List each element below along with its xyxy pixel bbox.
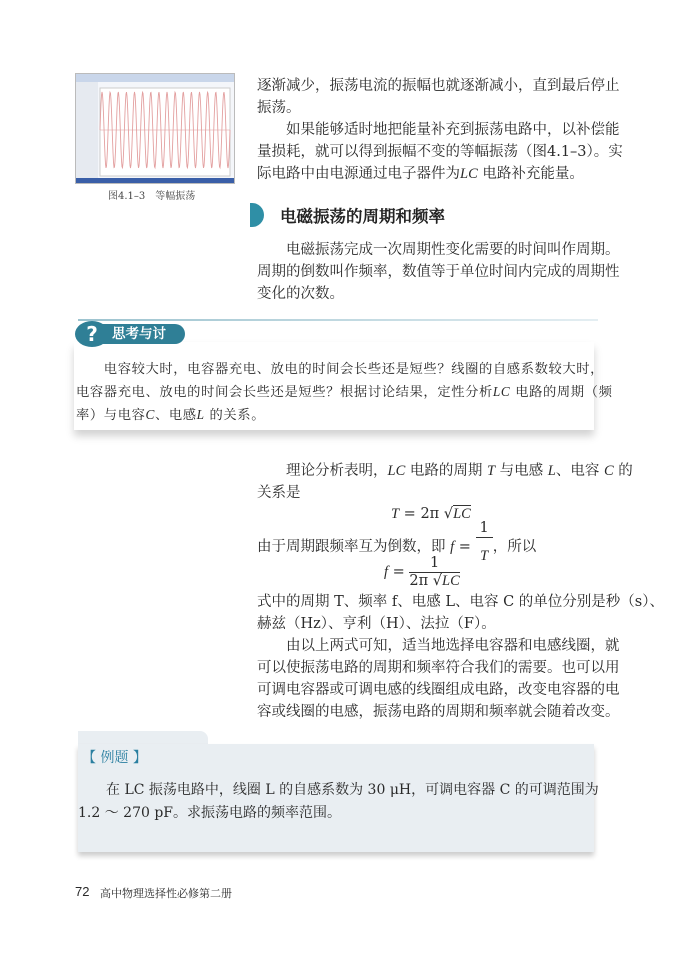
body-line: 可调电容器或可调电感的线圈组成电路，改变电容器的电: [257, 682, 620, 698]
frequency-formula: f = $\frac{1}{2\pi √LC}$: [384, 554, 460, 589]
body-line: 关系是: [257, 485, 301, 501]
figure-caption: 图4.1–3 等幅振荡: [108, 191, 196, 202]
page-number: 72: [75, 884, 90, 899]
question-mark-icon: ?: [75, 321, 109, 347]
body-line: 变化的次数。: [257, 286, 344, 302]
discussion-line: 率）与电容C、电感L 的关系。: [76, 407, 266, 423]
period-formula: T = 2π √LC: [391, 506, 471, 522]
body-line: 量损耗，就可以得到振幅不变的等幅振荡（图4.1–3）。实: [257, 144, 623, 160]
body-line: 由以上两式可知，适当地选择电容器和电感线圈，就: [257, 638, 620, 654]
oscilloscope-screenshot: [76, 74, 234, 183]
body-line: 赫兹（Hz）、亨利（H）、法拉（F）。: [257, 616, 496, 632]
section-title: 电磁振荡的周期和频率: [280, 207, 445, 226]
discussion-badge: [75, 321, 185, 362]
book-title: 高中物理选择性必修第二册: [100, 887, 232, 900]
body-line: 理论分析表明，LC 电路的周期 T 与电感 L、电容 C 的: [257, 463, 633, 479]
body-line: 周期的倒数叫作频率，数值等于单位时间内完成的周期性: [257, 264, 620, 280]
body-line: 式中的周期 T、频率 f、电感 L、电容 C 的单位分别是秒（s）、: [257, 594, 664, 610]
equal-amplitude-oscillation-figure: [75, 73, 235, 184]
reciprocal-line: 由于周期跟频率互为倒数，即 f = $\frac{1}{T}$，所以: [257, 520, 537, 564]
example-line: 在 LC 振荡电路中，线圈 L 的自感系数为 30 μH，可调电容器 C 的可调范围为: [78, 782, 599, 798]
body-line: 如果能够适时地把能量补充到振荡电路中，以补偿能: [257, 122, 620, 138]
body-line: 逐渐减少，振荡电流的振幅也就逐渐减小，直到最后停止: [257, 78, 620, 94]
body-line: 容或线圈的电感，振荡电路的周期和频率就会随着改变。: [257, 704, 620, 720]
example-line: 1.2 ～ 270 pF。求振荡电路的频率范围。: [78, 805, 342, 821]
body-line: 际电路中由电源通过电子器件为LC 电路补充能量。: [257, 166, 584, 182]
discussion-title: 思考与讨论: [102, 324, 185, 344]
body-line: 电磁振荡完成一次周期性变化需要的时间叫作周期。: [257, 242, 620, 258]
body-line: 可以使振荡电路的周期和频率符合我们的需要。也可以用: [257, 660, 620, 676]
section-marker-icon: [250, 203, 264, 227]
discussion-line: 电容较大时，电容器充电、放电的时间会长些还是短些？线圈的自感系数较大时，: [76, 362, 605, 377]
body-line: 振荡。: [257, 100, 301, 116]
discussion-line: 电容器充电、放电的时间会长些还是短些？根据讨论结果，定性分析LC 电路的周期（频: [76, 384, 613, 400]
example-label: 【 例题 】: [82, 750, 147, 766]
